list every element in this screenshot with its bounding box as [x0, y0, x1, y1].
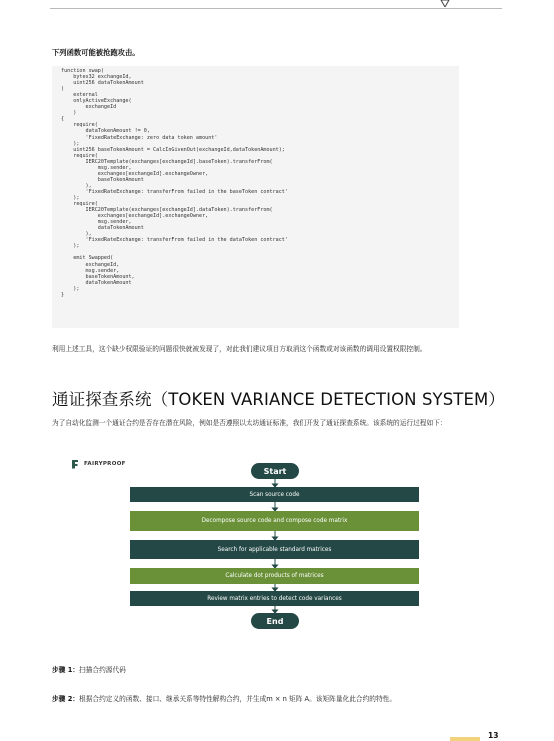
flow-end: End [251, 613, 299, 629]
recommendation-text: 利用上述工具，这个缺少权限验证的问题很快就被发现了，对此我们建议项目方取消这个函数或对该函数的调用设置权限控制。 [52, 345, 427, 353]
page-number: 13 [488, 731, 499, 740]
step-1 [52, 664, 126, 674]
flow-step-review: Review matrix entries to detect code variances [130, 591, 419, 606]
intro-text: 下列函数可能被抢跑攻击。 [52, 48, 140, 57]
step-2-text: 根据合约定义的函数、接口、继承关系等特性解构合约，并生成m × n 矩阵 A。该矩阵量化此合约的特性。 [79, 695, 397, 703]
code-text: function swap( bytes32 exchangeId, uint256 dataTokenAmount ) external onlyActiveExchange( exchangeId ) { require( dataTokenAmount != 0, 'FixedRateExchange: zero data token amount' ); uint256 baseTokenAmount = CalcInGivenOut(exchangeId,dataTokenAmount); require( IERC20Template(exchanges[exchangeId].baseToken).transferFrom( msg.sender, exchanges[exchangeId].exchangeOwner, baseTokenAmount ), 'FixedRateExchange: transferFrom failed in the baseToken contract' ); require( IERC20Template(exchanges[exchangeId].dataToken).transferFrom( exchanges[exchangeId].exchangeOwner, msg.sender, dataTokenAmount ), 'FixedRateExchange: transferFrom failed in the dataToken contract' ); emit Swapped( exchangeId, msg.sender, baseTokenAmount, dataTokenAmount ); } [61, 68, 288, 298]
section-heading: 通证探查系统（TOKEN VARIANCE DETECTION SYSTEM） [52, 390, 505, 409]
fairyproof-logo-text: FAIRYPROOF [84, 461, 126, 467]
step-1-text: 扫描合约源代码 [79, 666, 126, 674]
footer-decoration [450, 737, 480, 741]
flow-step-dot-products: Calculate dot products of matrices [130, 568, 419, 584]
flow-step-search: Search for applicable standard matrices [130, 540, 419, 559]
flow-start: Start [251, 463, 299, 479]
step-2-label: 步骤 2： [52, 695, 80, 703]
section-description: 为了自动化监测一个通证合约是否存在潜在风险，例如是否遵照以太坊通证标准，我们开发了通证探查系统。该系统的运行过程如下： [52, 419, 447, 427]
step-2 [52, 693, 396, 703]
flow-step-decompose: Decompose source code and compose code matrix [130, 511, 419, 531]
flow-step-scan: Scan source code [130, 487, 419, 502]
step-1-label: 步骤 1： [52, 666, 80, 674]
